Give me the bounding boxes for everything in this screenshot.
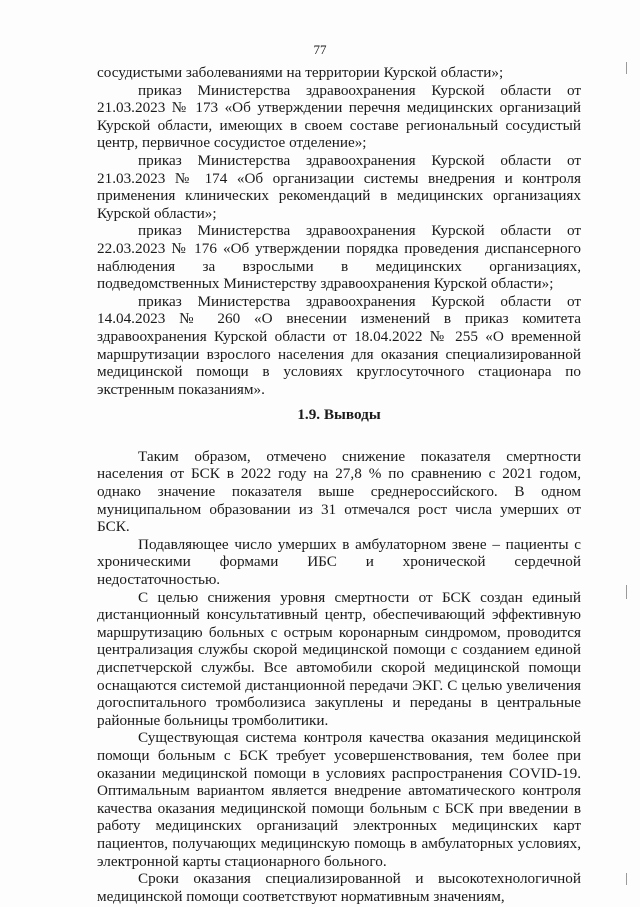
scan-artifact-mark [626, 873, 627, 885]
paragraph: сосудистыми заболеваниями на территории Курской области»; [97, 64, 504, 81]
paragraph: Таким образом, отмечено снижение показателя смертности населения от БСК в 2022 году на 27,8 % по сравнению с 2021 годом, однако значение показателя выше среднероссийского. В одном муниципальном образовании из 31 отмечался рост числа умерших от БСК. [97, 447, 581, 536]
scan-artifact-mark [626, 585, 627, 599]
paragraph: Сроки оказания специализированной и высокотехнологичной медицинской помощи соответствуют нормативным значениям, [97, 870, 581, 905]
paragraph: приказ Министерства здравоохранения Курской области от 21.03.2023 № 174 «Об организации системы внедрения и контроля применения клинических рекомендаций в медицинских организациях Курской области»; [97, 151, 581, 222]
paragraph: приказ Министерства здравоохранения Курской области от 22.03.2023 № 176 «Об утверждении порядка проведения диспансерного наблюдения за взрослыми в медицинских организациях, подведомственных Министерству здравоохранения Курской области»; [97, 222, 581, 293]
paragraph: приказ Министерства здравоохранения Курской области от 14.04.2023 № 260 «О внесении изменений в приказ комитета здравоохранения Курской области от 18.04.2022 № 255 «О временной маршрутизации взрослого населения для оказания специализированной медицинской помощи в условиях круглосуточного стационара по экстренным показаниям». [97, 292, 581, 398]
paragraph: Подавляющее число умерших в амбулаторном звене – пациенты с хроническими формами ИБС и хронической сердечной недостаточностью. [97, 535, 581, 589]
paragraph: Существующая система контроля качества оказания медицинской помощи больным с БСК требует усовершенствования, тем более при оказании медицинской помощи в условиях распространения COVID-19. Оптимальным вариантом является внедрение автоматического контроля качества оказания медицинской помощи больным с БСК при введении в работу медицинских организаций электронных медицинских карт пациентов, получающих медицинскую помощь в амбулаторных условиях, электронной карты стационарного больного. [97, 729, 581, 870]
paragraph: С целью снижения уровня смертности от БСК создан единый дистанционный консультативный центр, обеспечивающий эффективную маршрутизацию больных с острым коронарным синдромом, проводится централизация службы скорой медицинской помощи с созданием единой диспетчерской службы. Все автомобили скорой медицинской помощи оснащаются системой дистанционной передачи ЭКГ. С целью увеличения догоспитального тромболизиса закуплены и переданы в центральные районные больницы тромболитики. [97, 588, 581, 729]
page-content [97, 64, 581, 905]
page-number: 77 [313, 42, 327, 57]
scan-artifact-mark [626, 62, 627, 74]
section-heading: 1.9. Выводы [297, 406, 381, 424]
paragraph: приказ Министерства здравоохранения Курской области от 21.03.2023 № 173 «Об утверждении перечня медицинских организаций Курской области, имеющих в своем составе региональный сосудистый центр, первичное сосудистое отделение»; [97, 81, 581, 152]
